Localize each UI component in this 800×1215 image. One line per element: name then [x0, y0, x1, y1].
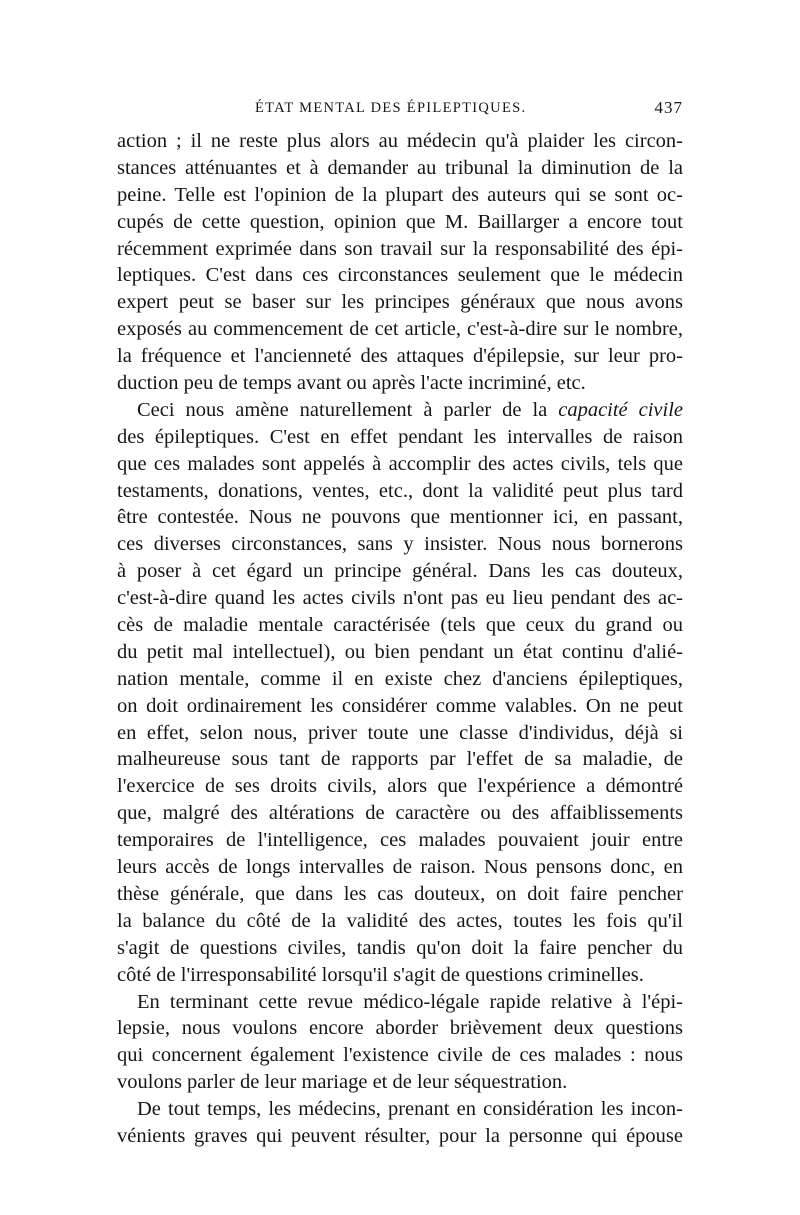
text-line: leptiques. C'est dans ces circonstances seulement que le médecin: [117, 264, 683, 287]
text-line-first: En terminant cette revue médico-légale rapide relative à l'épi-: [137, 990, 683, 1013]
text-line: testaments, donations, ventes, etc., dont la validité peut plus tard: [117, 479, 683, 502]
text-line: cupés de cette question, opinion que M. Baillarger a encore tout: [117, 210, 683, 233]
text-line: malheureuse sous tant de rapports par l'effet de sa maladie, de: [117, 748, 683, 771]
text-line: expert peut se baser sur les principes généraux que nous avons: [117, 291, 683, 314]
text-line: à poser à cet égard un principe général. Dans les cas douteux,: [117, 560, 683, 583]
text-line: en effet, selon nous, priver toute une classe d'individus, déjà si: [117, 721, 683, 744]
page-header: [117, 98, 683, 122]
text-line: leurs accès de longs intervalles de raison. Nous pensons donc, en: [117, 856, 683, 879]
text-line-first: [117, 397, 683, 424]
text-line: nation mentale, comme il en existe chez d'anciens épileptiques,: [117, 667, 683, 690]
body-text: [117, 128, 683, 1150]
page-number: 437: [654, 98, 683, 117]
text-run: Ceci nous amène naturellement à parler de la: [137, 398, 548, 421]
text-line: l'exercice de ses droits civils, alors que l'expérience a démontré: [117, 775, 683, 798]
text-line: que, malgré des altérations de caractère ou des affaiblissements: [117, 802, 683, 825]
text-line: s'agit de questions civiles, tandis qu'on doit la faire pencher du: [117, 936, 683, 959]
text-line: c'est-à-dire quand les actes civils n'ont pas eu lieu pendant des ac-: [117, 587, 683, 610]
text-line: temporaires de l'intelligence, ces malades pouvaient jouir entre: [117, 829, 683, 852]
text-line: la fréquence et l'ancienneté des attaques d'épilepsie, sur leur pro-: [117, 345, 683, 368]
running-head: ÉTAT MENTAL DES ÉPILEPTIQUES.: [255, 100, 527, 116]
text-line: thèse générale, que dans les cas douteux, on doit faire pencher: [117, 882, 683, 905]
text-line-first: De tout temps, les médecins, prenant en considération les incon-: [137, 1098, 683, 1121]
text-line: exposés au commencement de cet article, c'est-à-dire sur le nombre,: [117, 318, 683, 341]
text-line: qui concernent également l'existence civile de ces malades : nous: [117, 1044, 683, 1067]
text-line: ces diverses circonstances, sans y insister. Nous nous bornerons: [117, 533, 683, 556]
text-line: lepsie, nous voulons encore aborder brièvement deux questions: [117, 1017, 683, 1040]
paragraph-4: [117, 1096, 683, 1150]
text-line: on doit ordinairement les considérer comme valables. On ne peut: [117, 694, 683, 717]
paragraph-3: [117, 989, 683, 1097]
paragraph-1: [117, 128, 683, 397]
text-line: récemment exprimée dans son travail sur la responsabilité des épi-: [117, 237, 683, 260]
text-line: stances atténuantes et à demander au tribunal la diminution de la: [117, 156, 683, 179]
text-line: la balance du côté de la validité des actes, toutes les fois qu'il: [117, 909, 683, 932]
text-line: peine. Telle est l'opinion de la plupart des auteurs qui se sont oc-: [117, 183, 683, 206]
text-line: être contestée. Nous ne pouvons que mentionner ici, en passant,: [117, 506, 683, 529]
text-line: cès de maladie mentale caractérisée (tels que ceux du grand ou: [117, 614, 683, 637]
text-line: voulons parler de leur mariage et de leur séquestration.: [117, 1071, 568, 1094]
italic-term: capacité civile: [558, 398, 683, 421]
text-line: des épileptiques. C'est en effet pendant les intervalles de raison: [117, 425, 683, 448]
text-line: du petit mal intellectuel), ou bien pendant un état continu d'alié-: [117, 640, 683, 663]
text-line: vénients graves qui peuvent résulter, pour la personne qui épouse: [117, 1124, 683, 1147]
text-line: côté de l'irresponsabilité lorsqu'il s'agit de questions criminelles.: [117, 963, 644, 986]
text-line: action ; il ne reste plus alors au médecin qu'à plaider les circon-: [117, 130, 683, 152]
text-line: que ces malades sont appelés à accomplir des actes civils, tels que: [117, 452, 683, 475]
paragraph-2: [117, 397, 683, 989]
text-line: duction peu de temps avant ou après l'acte incriminé, etc.: [117, 372, 586, 395]
